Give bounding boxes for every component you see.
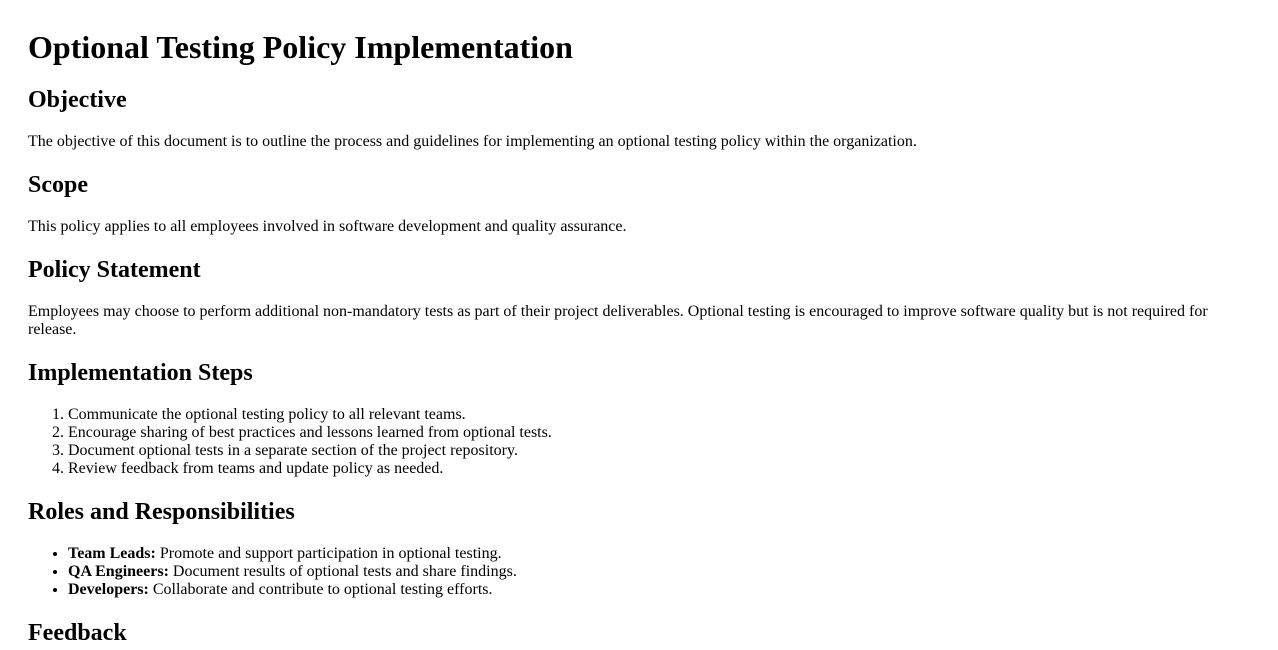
role-label: Team Leads: (68, 545, 156, 562)
list-item: 2. Encourage sharing of best practices and lessons learned from optional tests. (68, 424, 1248, 442)
role-description: Collaborate and contribute to optional testing efforts. (148, 581, 493, 598)
section-heading-feedback: Feedback (28, 620, 127, 646)
page-title: Optional Testing Policy Implementation (28, 29, 573, 65)
section-heading-policy-statement: Policy Statement (28, 257, 201, 283)
section-text-policy-statement: Employees may choose to perform additional non-mandatory tests as part of their project deliverables. Optional testing is encouraged to improve software quality but is not required for release. (28, 303, 1208, 338)
list-item (68, 545, 1248, 563)
implementation-steps-list (28, 406, 1248, 478)
list-item (68, 581, 1248, 599)
section-text-objective: The objective of this document is to outline the process and guidelines for implementing an optional testing policy within the organization. (28, 133, 917, 150)
list-item: 3. Document optional tests in a separate section of the project repository. (68, 442, 1248, 460)
role-label: QA Engineers: (68, 563, 169, 580)
section-text-scope: This policy applies to all employees involved in software development and quality assurance. (28, 218, 627, 235)
role-label: Developers: (68, 581, 149, 598)
role-description: Document results of optional tests and share findings. (168, 563, 517, 580)
roles-list (28, 545, 1248, 599)
section-heading-scope: Scope (28, 172, 88, 198)
list-item (68, 563, 1248, 581)
role-description: Promote and support participation in optional testing. (155, 545, 502, 562)
section-heading-implementation-steps: Implementation Steps (28, 360, 253, 386)
section-heading-roles: Roles and Responsibilities (28, 499, 295, 525)
section-heading-objective: Objective (28, 87, 127, 113)
list-item: 4. Review feedback from teams and update policy as needed. (68, 460, 1248, 478)
list-item: 1. Communicate the optional testing policy to all relevant teams. (68, 406, 1248, 424)
